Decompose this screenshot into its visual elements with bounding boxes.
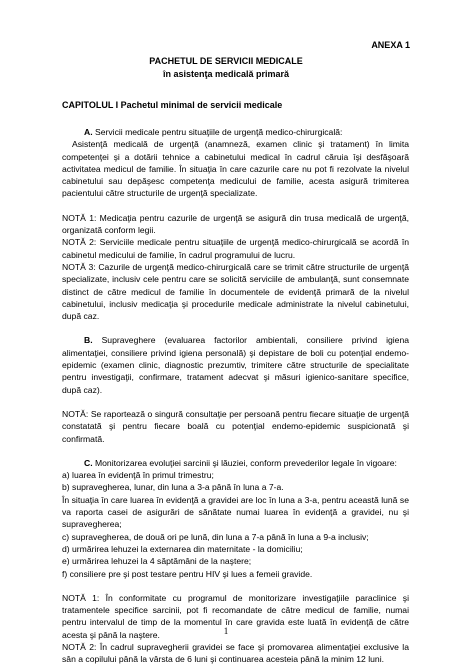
section-c-item: d) urmărirea lehuzei la externarea din maternitate - la domiciliu; — [62, 543, 303, 554]
section-a-paragraph: Asistenţă medicală de urgenţă (anamneză, examen clinic şi tratament) în limita competenţei şi a dotării tehnice a cabinetului medical în cadrul căruia îşi desfăşoară activitatea medicul de familie. În situaţia în care cazurile care nu pot fi rezolvate la nivelul cabinetului sau depăşesc competenţa medicului de familie, acesta asigură trimiterea pacientului către structurile de urgenţă specializate. — [62, 139, 409, 199]
section-b-letter: B. — [84, 335, 93, 346]
section-c-note-2: NOTĂ 2: În cadrul supravegherii gravidei se face şi promovarea alimentaţiei exclusive la sân a copilului până la vârsta de 6 luni şi continuarea acesteia până la minim 12 luni. — [62, 641, 409, 665]
section-a-note-2: NOTĂ 2: Serviciile medicale pentru situaţiile de urgenţă medico-chirurgicală se acordă în cabinetul medicului de familie, în cadrul programului de lucru. — [62, 237, 409, 260]
section-c-item: b) supravegherea, lunar, din luna a 3-a până în luna a 7-a. — [62, 482, 284, 493]
document-title: PACHETUL DE SERVICII MEDICALE — [149, 56, 303, 66]
section-a-intro — [62, 126, 409, 138]
section-c-item: c) supravegherea, de două ori pe lună, din luna a 7-a până în luna a 9-a inclusiv; — [62, 531, 369, 542]
document-body — [62, 126, 409, 666]
section-b-note: NOTĂ: Se raportează o singură consultaţie per persoană pentru fiecare situaţie de urgenţă constatată şi pentru fiecare boală cu potenţial endemo-epidemic suspicionată şi confirmată. — [62, 408, 409, 444]
section-c-item: În situaţia în care luarea în evidenţă a gravidei are loc în luna a 3-a, pentru această lună se va raporta casei de asigurări de sănătate numai luarea în evidenţă a gravidei, nu şi supravegherea; — [62, 494, 409, 530]
section-a-letter: A. — [84, 127, 93, 137]
document-subtitle: în asistenţa medicală primară — [162, 69, 290, 79]
section-a-intro-text: Servicii medicale pentru situaţiile de urgenţă medico-chirurgicală: — [94, 127, 343, 137]
chapter-heading: CAPITOLUL I Pachetul minimal de servicii medicale — [62, 100, 283, 110]
annex-label: ANEXA 1 — [371, 40, 410, 50]
section-c-item: e) urmărirea lehuzei la 4 săptămâni de la naştere; — [62, 556, 252, 567]
section-c-intro — [62, 457, 409, 469]
section-c-intro-text: Monitorizarea evoluţiei sarcinii şi lăuziei, conform prevederilor legale în vigoare: — [94, 457, 397, 468]
section-b-text: Supraveghere (evaluarea factorilor ambientali, consiliere privind igiena alimentaţiei, consiliere privind igiena personală) şi depistare de boli cu potenţial endemo-epidemic (examen clinic, diagnostic prezumtiv, trimitere către structurile de specialitate pentru investigaţii, confirmare, tratament adecvat şi măsuri igienico-sanitare specifice, după caz). — [62, 335, 410, 395]
section-c-note-1: NOTĂ 1: În conformitate cu programul de monitorizare investigaţiile paraclinice şi tratamentele specifice sarcinii, pot fi recomandate de către medicul de familie, numai pentru intervalul de timp de la momentul în care gravida este luată în evidenţă de către acesta şi până la naştere. — [62, 592, 409, 640]
section-b-paragraph — [62, 334, 409, 395]
section-c-letter: C. — [84, 457, 93, 468]
section-c-item: a) luarea în evidenţă în primul trimestru; — [62, 470, 214, 481]
page-number: 1 — [223, 626, 229, 636]
section-a-note-3: NOTĂ 3: Cazurile de urgenţă medico-chirurgicală care se trimit către structurile de urgenţă specializate, inclusiv cele pentru care se solicită serviciile de ambulanţă, sunt consemnate distinct de către medicul de familie în documentele de evidenţă primară de la nivelul cabinetului, inclusiv medicaţia şi procedurile medicale administrate la nivelul cabinetului, după caz. — [62, 261, 409, 322]
section-c-item: f) consiliere pre şi post testare pentru HIV şi lues a femeii gravide. — [62, 568, 313, 579]
section-a-note-1: NOTĂ 1: Medicaţia pentru cazurile de urgenţă se asigură din trusa medicală de urgenţă, organizată conform legii. — [62, 212, 409, 236]
